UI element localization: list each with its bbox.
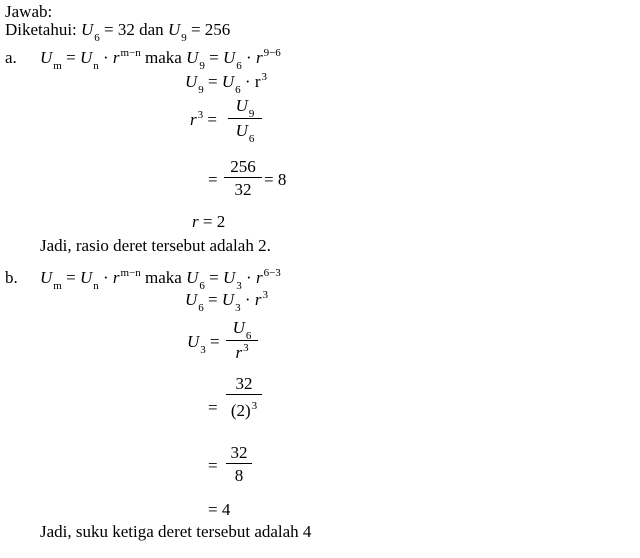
part-a-r-result: r = 2 [192, 212, 226, 231]
part-b-maka: maka [145, 268, 182, 287]
part-b-formula-line: $U_m = U_n \cdot r^{m-n}$ maka $U_6 = U_3 \cdot r^{6-3}$ [40, 267, 281, 292]
part-a-den-32: 32 [224, 177, 262, 200]
part-a-step-2: $U_9 = U_6 \cdot r^3$ [185, 71, 267, 96]
part-a-fraction-u9-u6: $\frac{U_9}{U_6}$ [228, 96, 262, 143]
given-u6-value: = 32 dan [104, 20, 164, 39]
answer-heading: Jawab: [5, 2, 53, 21]
part-a-r-cubed: $r^3$ = [190, 109, 217, 129]
part-a-formula-line: $U_m = U_n \cdot r^{m-n}$ maka $U_9 = U_6 \cdot r^{9-6}$ [40, 47, 281, 72]
part-b-fraction-u6-r3: $\frac{U_6}{r^3}$ [226, 318, 258, 365]
part-b-equals-2: = [208, 456, 218, 475]
part-a-marker: a. [5, 48, 17, 67]
part-a-maka: maka [145, 48, 182, 67]
part-b-u3-lhs: $U_3$ = [187, 332, 220, 356]
part-b-num-32b: 32 [230, 443, 248, 462]
part-b-num-32a: 32 [235, 374, 253, 393]
part-a-conclusion: Jadi, rasio deret tersebut adalah 2. [40, 236, 271, 255]
part-b-den-2: (2) [230, 401, 251, 420]
part-b-step-2: $U_6 = U_3 \cdot r^3$ [185, 289, 268, 314]
part-b-den-8: 8 [226, 463, 252, 486]
part-b-fraction-32-8 [226, 443, 252, 486]
part-a-num-256: 256 [230, 157, 256, 176]
part-b-result: = 4 [208, 500, 231, 519]
part-a-fraction-256-32 [224, 157, 262, 200]
part-a-value-8: = 8 [264, 170, 287, 189]
given-u9-value: = 256 [190, 20, 231, 39]
part-b-marker: b. [5, 268, 18, 287]
given-line: Diketahui: $U_6 = 32$ dan $U_9 = 256$ [5, 20, 231, 44]
part-b-conclusion: Jadi, suku ketiga deret tersebut adalah 4 [40, 522, 312, 541]
part-a-equals-1: = [208, 170, 218, 189]
given-label: Diketahui: [5, 20, 77, 39]
part-b-equals-1: = [208, 398, 218, 417]
part-b-fraction-32-2cubed: $\frac{32}{(2)^3}$ [226, 374, 262, 423]
